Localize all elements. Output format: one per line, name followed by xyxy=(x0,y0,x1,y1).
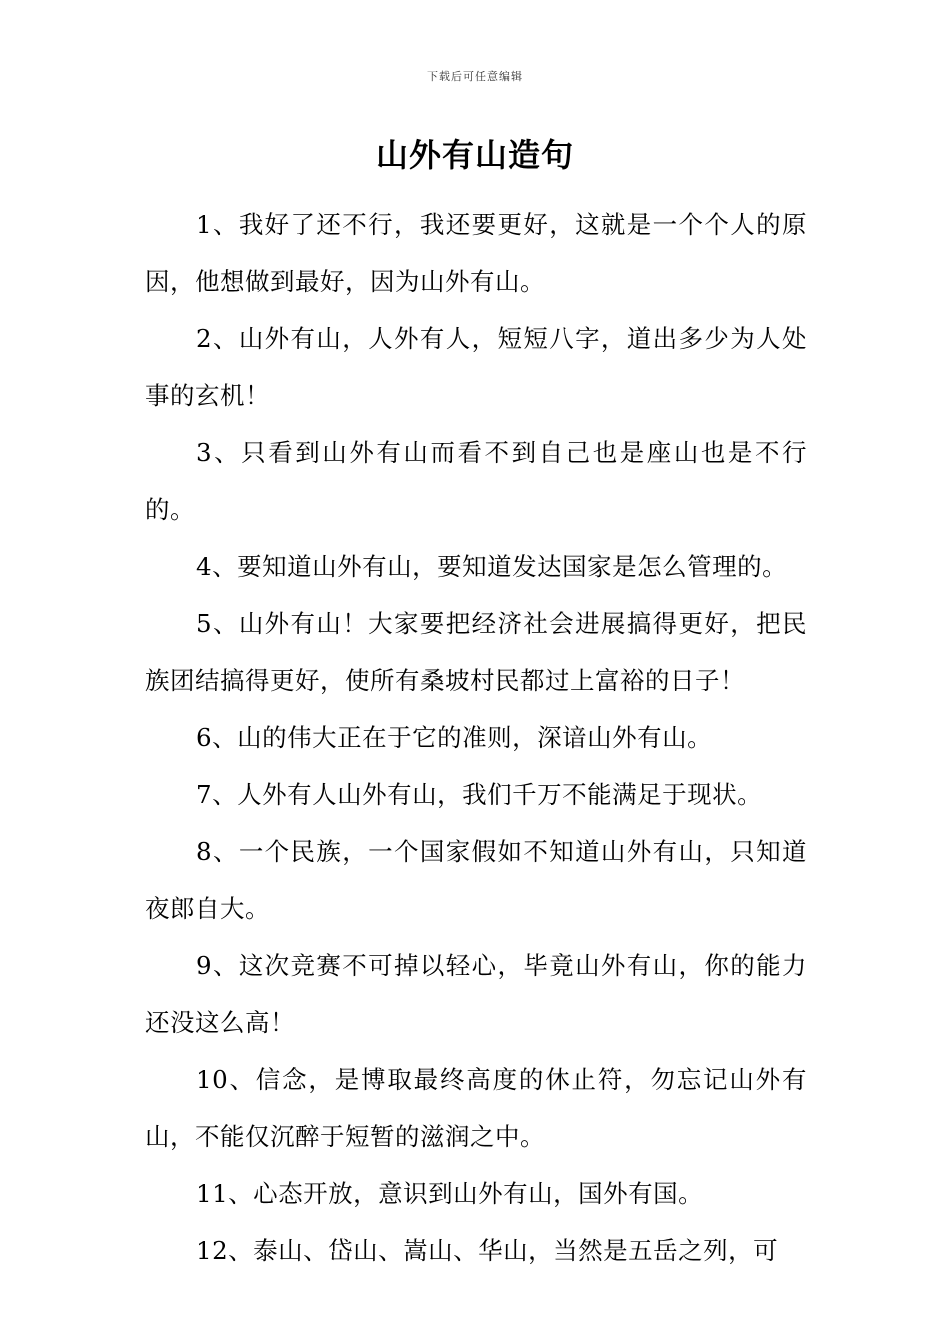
sentence-paragraph-12: 12、泰山、岱山、嵩山、华山，当然是五岳之列，可 xyxy=(196,1236,779,1265)
sentence-paragraph-6: 6、山的伟大正在于它的准则，深谙山外有山。 xyxy=(196,723,713,752)
sentence-paragraph-7: 7、人外有人山外有山，我们千万不能满足于现状。 xyxy=(196,780,763,809)
sentence-paragraph-2: 2、山外有山，人外有人，短短八字，道出多少为人处事的玄机！ xyxy=(145,324,807,410)
sentence-paragraph-3: 3、只看到山外有山而看不到自己也是座山也是不行的。 xyxy=(145,438,807,524)
document-body xyxy=(145,196,807,1279)
sentence-paragraph-1: 1、我好了还不行，我还要更好，这就是一个个人的原因，他想做到最好，因为山外有山。 xyxy=(145,210,807,296)
sentence-paragraph-11: 11、心态开放，意识到山外有山，国外有国。 xyxy=(196,1179,704,1208)
header-note: 下载后可任意编辑 xyxy=(427,70,523,83)
document-title: 山外有山造句 xyxy=(375,136,574,174)
sentence-paragraph-5: 5、山外有山！大家要把经济社会进展搞得更好，把民族团结搞得更好，使所有桑坡村民都过上富裕的日子！ xyxy=(145,609,807,695)
sentence-paragraph-4: 4、要知道山外有山，要知道发达国家是怎么管理的。 xyxy=(196,552,788,581)
sentence-paragraph-10: 10、信念，是博取最终高度的休止符，勿忘记山外有山，不能仅沉醉于短暂的滋润之中。 xyxy=(145,1065,807,1151)
sentence-paragraph-9: 9、这次竞赛不可掉以轻心，毕竟山外有山，你的能力还没这么高！ xyxy=(145,951,807,1037)
sentence-paragraph-8: 8、一个民族，一个国家假如不知道山外有山，只知道夜郎自大。 xyxy=(145,837,807,923)
